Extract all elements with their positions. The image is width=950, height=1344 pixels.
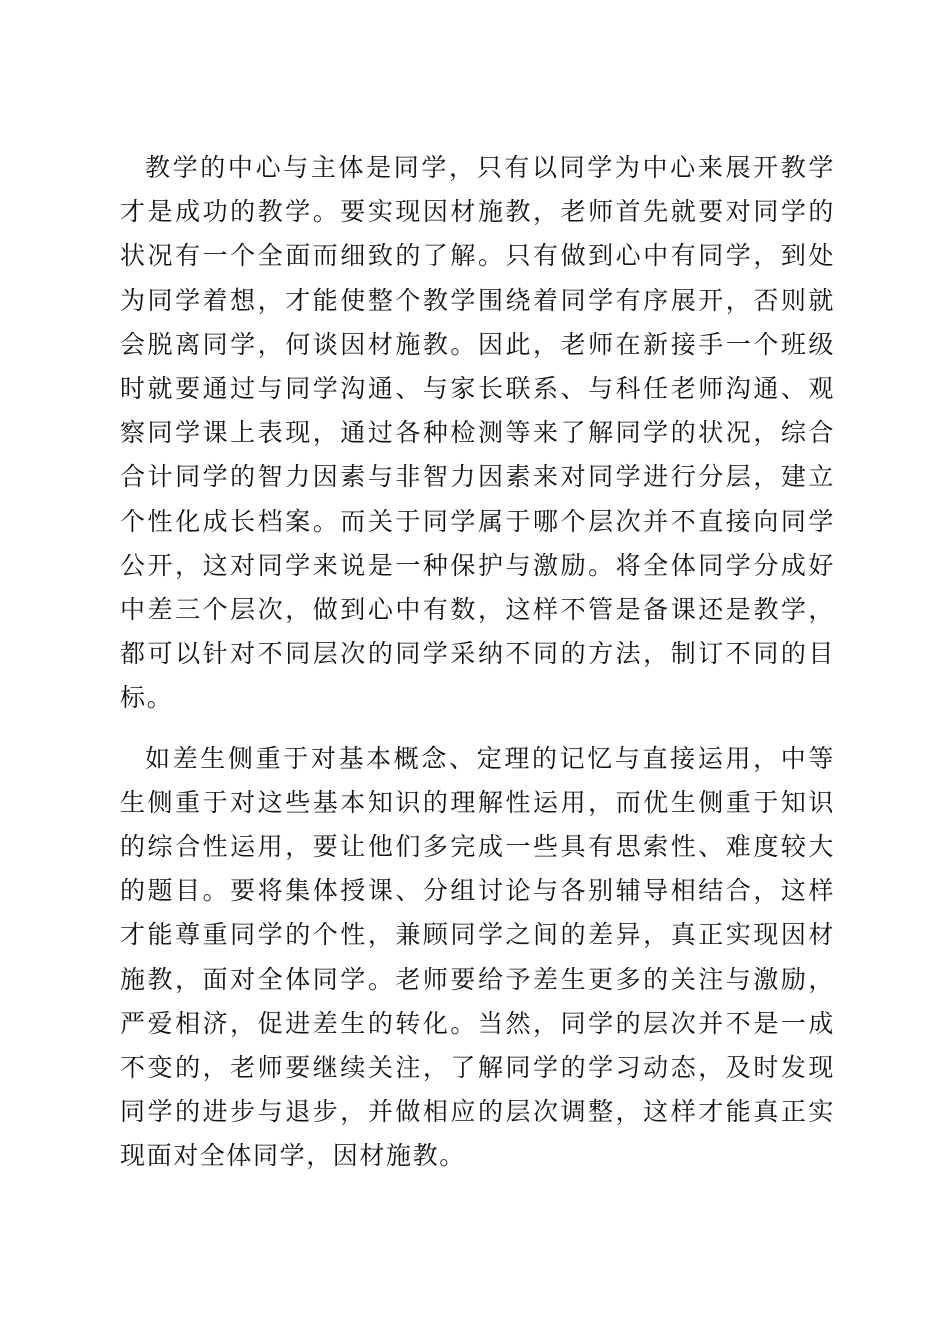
paragraph-2: 如差生侧重于对基本概念、定理的记忆与直接运用，中等生侧重于对这些基本知识的理解性运用，而优生侧重于知识的综合性运用，要让他们多完成一些具有思索性、难度较大的题目。要将集体授课、分组讨论与各别辅导相结合，这样才能尊重同学的个性，兼顾同学之间的差异，真正实现因材施教，面对全体同学。老师要给予差生更多的关注与激励，严爱相济，促进差生的转化。当然，同学的层次并不是一成不变的，老师要继续关注，了解同学的学习动态，及时发现同学的进步与退步，并做相应的层次调整，这样才能真正实现面对全体同学，因材施教。 (120, 743, 835, 1171)
document-body (120, 146, 835, 1179)
paragraph-1: 教学的中心与主体是同学，只有以同学为中心来展开教学才是成功的教学。要实现因材施教，老师首先就要对同学的状况有一个全面而细致的了解。只有做到心中有同学，到处为同学着想，才能使整个教学围绕着同学有序展开，否则就会脱离同学，何谈因材施教。因此，老师在新接手一个班级时就要通过与同学沟通、与家长联系、与科任老师沟通、观察同学课上表现，通过各种检测等来了解同学的状况，综合合计同学的智力因素与非智力因素来对同学进行分层，建立个性化成长档案。而关于同学属于哪个层次并不直接向同学公开，这对同学来说是一种保护与激励。将全体同学分成好中差三个层次，做到心中有数，这样不管是备课还是教学，都可以针对不同层次的同学采纳不同的方法，制订不同的目标。 (120, 153, 835, 713)
